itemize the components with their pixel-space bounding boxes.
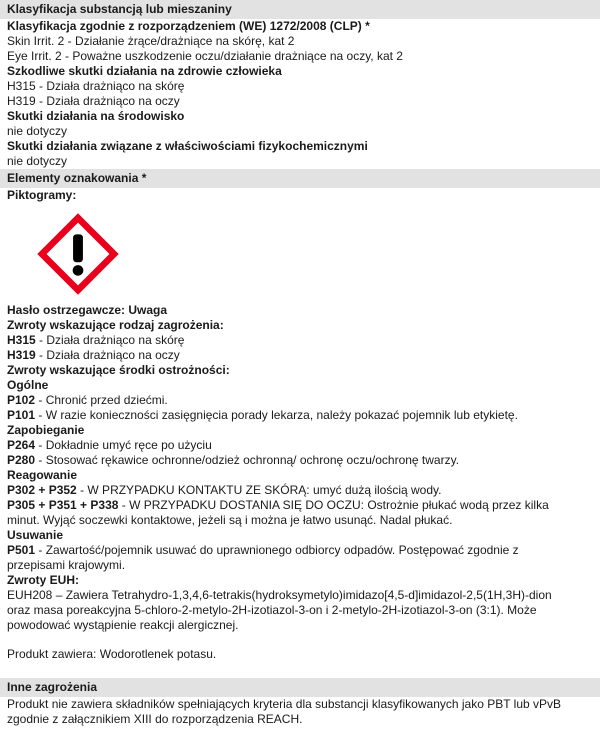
general-subheading: Ogólne: [7, 378, 49, 392]
classification-line: Eye Irrit. 2 - Poważne uszkodzenie oczu/działanie drażniące na oczy, kat 2: [7, 49, 403, 63]
environment-effects-value: nie dotyczy: [7, 124, 68, 138]
prevention-subheading: Zapobieganie: [7, 423, 85, 437]
health-effects-line: H315 - Działa drażniąco na skórę: [7, 79, 185, 93]
precautionary-statements-title: Zwroty wskazujące środki ostrożności:: [7, 363, 230, 377]
health-effects-title: Szkodliwe skutki działania na zdrowie człowieka: [7, 64, 282, 78]
physchem-effects-title: Skutki działania związane z właściwościami fizykochemicznymi: [7, 139, 368, 153]
spacer: [0, 662, 600, 676]
precautionary-statement: P302 + P352 - W PRZYPADKU KONTAKTU ZE SKÓRĄ: umyć dużą ilością wody.: [7, 483, 442, 497]
classification-line: Skin Irrit. 2 - Działanie żrące/drażniące na skórę, kat 2: [7, 34, 295, 48]
precautionary-statement-continuation: minut. Wyjąć soczewki kontaktowe, jeżeli są i można je łatwo usunąć. Nadal płukać.: [7, 513, 453, 527]
other-hazards-line: zgodnie z załącznikiem XIII do rozporządzenia REACH.: [7, 712, 303, 726]
spacer: [0, 633, 600, 647]
other-hazards-line: Produkt nie zawiera składników spełniających kryteria dla substancji klasyfikowanych jako PBT lub vPvB: [7, 697, 562, 711]
classification-header: Klasyfikacja zgodnie z rozporządzeniem (WE) 1272/2008 (CLP) *: [7, 19, 370, 33]
hazard-statements-title: Zwroty wskazujące rodzaj zagrożenia:: [7, 318, 224, 332]
health-effects-line: H319 - Działa drażniąco na oczy: [7, 94, 180, 108]
precautionary-statement: P264 - Dokładnie umyć ręce po użyciu: [7, 438, 212, 452]
precautionary-statement: P101 - W razie konieczności zasięgnięcia porady lekarza, należy pokazać pojemnik lub etykietę.: [7, 408, 518, 422]
euh-statements-title: Zwroty EUH:: [7, 573, 79, 587]
precautionary-statement: P305 + P351 + P338 - W PRZYPADKU DOSTANIA SIĘ DO OCZU: Ostrożnie płukać wodą przez kilka: [7, 498, 549, 512]
pictogram-container: [0, 203, 600, 303]
response-subheading: Reagowanie: [7, 468, 78, 482]
precautionary-statement: P280 - Stosować rękawice ochronne/odzież ochronną/ ochronę oczu/ochronę twarzy.: [7, 453, 460, 467]
euh-statement-line: oraz masa poreakcyjna 5-chloro-2-metylo-2H-izotiazol-3-on i 2-metylo-2H-izotiazol-3-on (3:1). Może: [7, 603, 537, 617]
pictograms-label: Piktogramy:: [7, 188, 77, 202]
product-contains: Produkt zawiera: Wodorotlenek potasu.: [7, 647, 217, 661]
precautionary-statement-continuation: przepisami krajowymi.: [7, 558, 126, 572]
precautionary-statement: P102 - Chronić przed dziećmi.: [7, 393, 168, 407]
hazard-statement: H319 - Działa drażniąco na oczy: [7, 348, 180, 362]
euh-statement-line: powodować wystąpienie reakcji alergicznej.: [7, 618, 239, 632]
section-heading-classification: Klasyfikacja substancją lub mieszaniny: [0, 0, 600, 19]
ghs07-exclamation-icon: [37, 213, 119, 295]
section-heading-labelling: Elementy oznakowania *: [0, 169, 600, 188]
physchem-effects-value: nie dotyczy: [7, 154, 68, 168]
section-heading-other-hazards: Inne zagrożenia: [0, 678, 600, 697]
disposal-subheading: Usuwanie: [7, 528, 64, 542]
environment-effects-title: Skutki działania na środowisko: [7, 109, 185, 123]
signal-word: Hasło ostrzegawcze: Uwaga: [7, 303, 168, 317]
euh-statement-line: EUH208 – Zawiera Tetrahydro-1,3,4,6-tetrakis(hydroksymetylo)imidazo[4,5-d]imidazol-2,5(1H,3H)-dion: [7, 588, 552, 602]
hazard-statement: H315 - Działa drażniąco na skórę: [7, 333, 185, 347]
precautionary-statement: P501 - Zawartość/pojemnik usuwać do uprawnionego odbiorcy odpadów. Postępować zgodnie z: [7, 543, 519, 557]
